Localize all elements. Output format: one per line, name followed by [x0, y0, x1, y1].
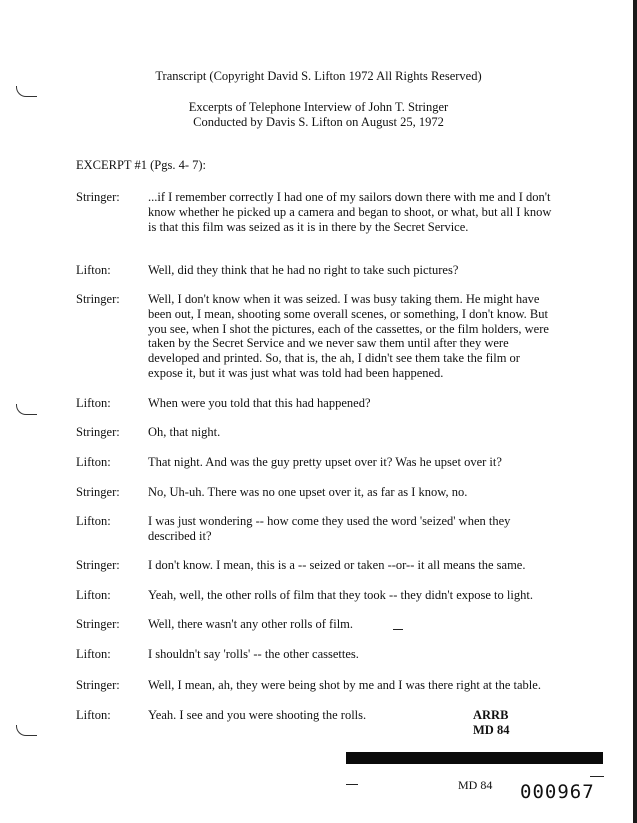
stray-pen-mark	[393, 629, 403, 630]
utterance-text: I don't know. I mean, this is a -- seized or taken --or-- it all means the same.	[148, 558, 526, 572]
interview-date-line: Conducted by Davis S. Lifton on August 25, 1972	[193, 115, 444, 129]
transcript-title: Transcript (Copyright David S. Lifton 1972 All Rights Reserved)	[155, 69, 482, 83]
speaker-label: Lifton:	[76, 514, 111, 528]
footer-label: MD 84	[458, 778, 493, 792]
footer-dash	[590, 776, 604, 777]
transcript-turn	[76, 263, 556, 278]
speaker-label: Stringer:	[76, 558, 120, 572]
speaker-label: Lifton:	[76, 647, 111, 661]
transcript-turn	[76, 485, 556, 500]
speaker-label: Stringer:	[76, 425, 120, 439]
binder-hole-mark	[16, 404, 37, 415]
transcript-turn	[76, 455, 556, 470]
document-number: 000967	[520, 781, 595, 803]
utterance-text: No, Uh-uh. There was no one upset over it, as far as I know, no.	[148, 485, 468, 499]
speaker-label: Stringer:	[76, 292, 120, 306]
transcript-turn	[76, 617, 556, 632]
transcript-turn	[76, 558, 556, 573]
arrb-stamp-line: MD 84	[473, 723, 510, 737]
utterance-text: Well, I don't know when it was seized. I was busy taking them. He might have been out, I mean, shooting some overall scenes, or something, I don't know. But you see, when I shot the pictures, each of the cassettes, or the film holders, were taken by the Secret Service and we never saw them until after they were developed and printed. So, that is, the ah, I didn't see them take the film or expose it, but it was just what was told had been happened.	[148, 292, 549, 380]
transcript-turn	[76, 647, 556, 662]
transcript-turn	[76, 425, 556, 440]
utterance-text: I shouldn't say 'rolls' -- the other cassettes.	[148, 647, 359, 661]
speaker-label: Lifton:	[76, 455, 111, 469]
speaker-label: Stringer:	[76, 190, 120, 204]
speaker-label: Lifton:	[76, 588, 111, 602]
binder-hole-mark	[16, 725, 37, 736]
speaker-label: Lifton:	[76, 263, 111, 277]
transcript-turn	[76, 396, 556, 411]
transcript-turn	[76, 588, 556, 603]
utterance-text: Yeah, well, the other rolls of film that they took -- they didn't expose to light.	[148, 588, 533, 602]
speaker-label: Stringer:	[76, 485, 120, 499]
speaker-label: Stringer:	[76, 678, 120, 692]
binder-hole-mark	[16, 86, 37, 97]
utterance-text: Oh, that night.	[148, 425, 221, 439]
utterance-text: ...if I remember correctly I had one of my sailors down there with me and I don't know whether he picked up a camera and began to shoot, or what, but all I know is that this film was seized as it is in there by the Secret Service.	[148, 190, 552, 234]
utterance-text: Well, there wasn't any other rolls of film.	[148, 617, 354, 631]
transcript-turn	[76, 190, 556, 234]
utterance-text: Well, did they think that he had no right to take such pictures?	[148, 263, 459, 277]
utterance-text: Yeah. I see and you were shooting the rolls.	[148, 708, 367, 722]
utterance-text: When were you told that this had happened?	[148, 396, 371, 410]
arrb-stamp-line: ARRB	[473, 708, 509, 722]
interview-subtitle: Excerpts of Telephone Interview of John T. Stringer	[188, 100, 449, 114]
speaker-label: Lifton:	[76, 708, 111, 722]
footer-dash	[346, 784, 358, 785]
excerpt-heading: EXCERPT #1 (Pgs. 4- 7):	[76, 158, 206, 172]
speaker-label: Stringer:	[76, 617, 120, 631]
transcript-turn	[76, 678, 556, 693]
utterance-text: I was just wondering -- how come they used the word 'seized' when they described it?	[148, 514, 511, 543]
transcript-turn	[76, 514, 556, 544]
redaction-bar	[346, 752, 603, 764]
utterance-text: Well, I mean, ah, they were being shot by me and I was there right at the table.	[148, 678, 541, 692]
speaker-label: Lifton:	[76, 396, 111, 410]
utterance-text: That night. And was the guy pretty upset over it? Was he upset over it?	[148, 455, 502, 469]
transcript-turn	[76, 292, 556, 381]
